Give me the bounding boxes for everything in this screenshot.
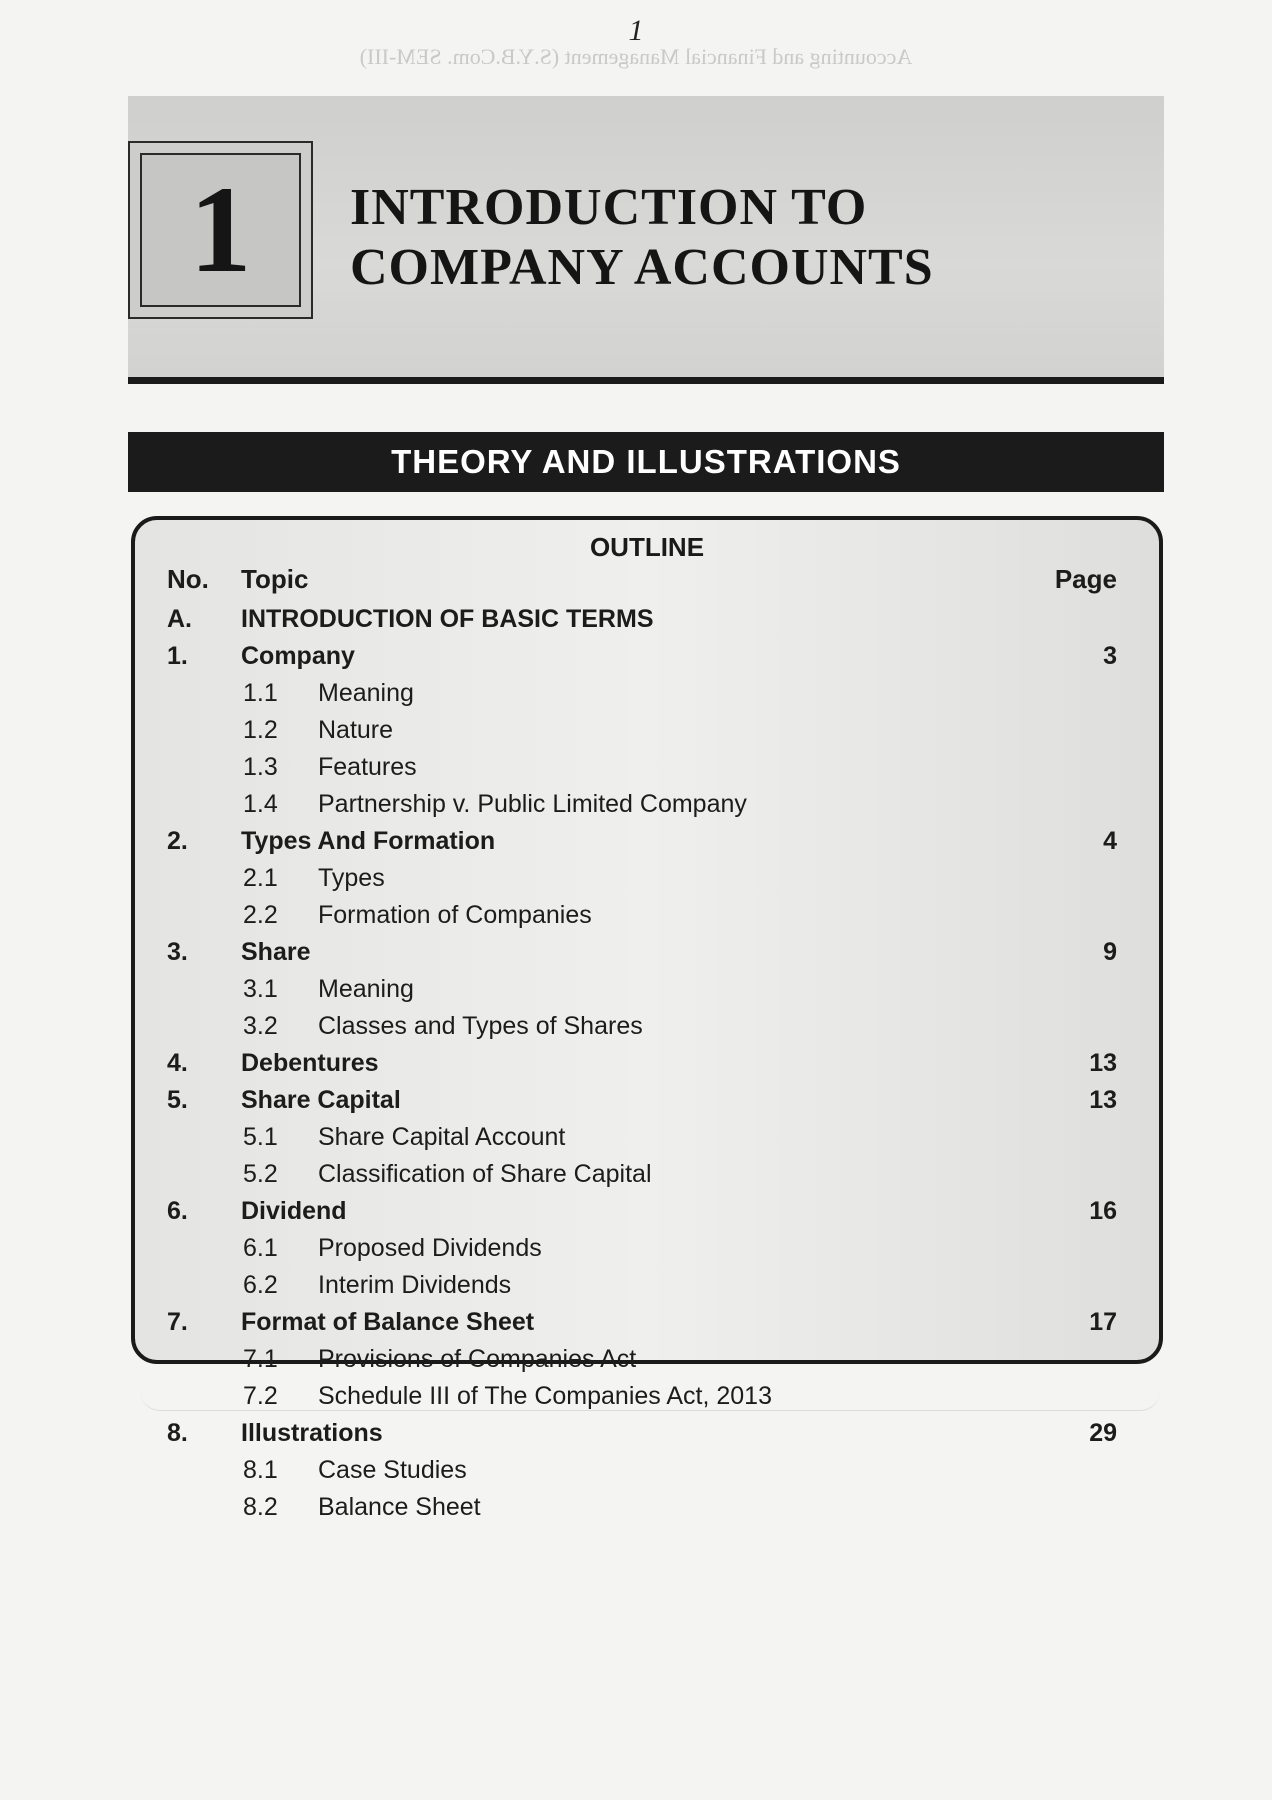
column-header-no: No. — [167, 564, 209, 594]
outline-subtopic-row — [135, 753, 1159, 787]
topic-number: 8. — [167, 1419, 188, 1447]
column-header-page: Page — [1054, 564, 1117, 594]
outline-subtopic-row — [135, 790, 1159, 824]
outline-subtopic-row — [135, 901, 1159, 935]
topic-page-number: 17 — [1089, 1308, 1117, 1336]
subtopic-label: Types — [318, 864, 385, 892]
subtopic-number: 1.4 — [243, 790, 278, 818]
page-number: 1 — [628, 14, 644, 47]
subtopic-label: Interim Dividends — [318, 1271, 512, 1299]
topic-number: 1. — [167, 642, 188, 670]
subtopic-number: 1.3 — [243, 753, 278, 781]
subtopic-label: Formation of Companies — [318, 901, 592, 929]
subtopic-number: 5.2 — [243, 1160, 278, 1188]
topic-page-number: 13 — [1089, 1049, 1117, 1077]
topic-number: 4. — [167, 1049, 188, 1077]
chapter-title-line1: INTRODUCTION TO — [350, 179, 868, 236]
subtopic-number: 2.2 — [243, 901, 278, 929]
outline-subtopic-row — [135, 1493, 1159, 1527]
column-header-topic: Topic — [241, 564, 309, 594]
subtopic-number: 7.2 — [243, 1382, 278, 1410]
outline-topic-row — [135, 827, 1159, 861]
bleed-through-header: Accounting and Financial Management (S.Y.B.Com. SEM-III) — [359, 44, 913, 69]
subtopic-label: Features — [318, 753, 417, 781]
topic-label: INTRODUCTION OF BASIC TERMS — [241, 605, 654, 633]
subtopic-number: 6.1 — [243, 1234, 278, 1262]
topic-page-number: 16 — [1089, 1197, 1117, 1225]
outline-subtopic-row — [135, 1123, 1159, 1157]
subtopic-number: 1.1 — [243, 679, 278, 707]
outline-subtopic-row — [135, 1234, 1159, 1268]
chapter-title — [350, 178, 934, 298]
outline-topic-row — [135, 605, 1159, 639]
outline-topic-row — [135, 1308, 1159, 1342]
subtopic-label: Partnership v. Public Limited Company — [318, 790, 747, 818]
topic-page-number: 4 — [1103, 827, 1117, 855]
subtopic-label: Classification of Share Capital — [318, 1160, 652, 1188]
topic-page-number: 9 — [1103, 938, 1117, 966]
outline-topic-row — [135, 1086, 1159, 1120]
subtopic-label: Proposed Dividends — [318, 1234, 542, 1262]
topic-number: 2. — [167, 827, 188, 855]
subtopic-label: Meaning — [318, 975, 414, 1003]
subtopic-number: 6.2 — [243, 1271, 278, 1299]
topic-page-number: 3 — [1103, 642, 1117, 670]
outline-subtopic-row — [135, 1271, 1159, 1305]
outline-topic-row — [135, 1049, 1159, 1083]
topic-label: Share Capital — [241, 1086, 401, 1114]
outline-title: OUTLINE — [589, 532, 705, 562]
outline-topic-row — [135, 938, 1159, 972]
chapter-number: 1 — [189, 161, 252, 298]
subtopic-number: 1.2 — [243, 716, 278, 744]
subtopic-label: Schedule III of The Companies Act, 2013 — [318, 1382, 772, 1410]
topic-number: 3. — [167, 938, 188, 966]
outline-subtopic-row — [135, 679, 1159, 713]
subtopic-label: Nature — [318, 716, 394, 744]
subtopic-number: 7.1 — [243, 1345, 278, 1373]
chapter-header — [128, 96, 1164, 384]
outline-topic-row — [135, 1197, 1159, 1231]
page-shadow — [140, 1380, 1160, 1411]
topic-number: A. — [167, 605, 192, 633]
subtopic-label: Case Studies — [318, 1456, 467, 1484]
topic-page-number: 13 — [1089, 1086, 1117, 1114]
topic-number: 6. — [167, 1197, 188, 1225]
topic-number: 5. — [167, 1086, 188, 1114]
outline-topic-row — [135, 642, 1159, 676]
outline-subtopic-row — [135, 975, 1159, 1009]
outline-subtopic-row — [135, 1160, 1159, 1194]
subtopic-label: Provisions of Companies Act — [318, 1345, 637, 1373]
topic-label: Share — [241, 938, 311, 966]
topic-label: Debentures — [241, 1049, 379, 1077]
topic-label: Types And Formation — [241, 827, 496, 855]
topic-number: 7. — [167, 1308, 188, 1336]
outline-subtopic-row — [135, 864, 1159, 898]
topic-page-number: 29 — [1089, 1419, 1117, 1447]
topic-label: Illustrations — [241, 1419, 383, 1447]
outline-subtopic-row — [135, 716, 1159, 750]
subtopic-label: Balance Sheet — [318, 1493, 481, 1521]
outline-subtopic-row — [135, 1456, 1159, 1490]
subtopic-number: 8.2 — [243, 1493, 278, 1521]
subtopic-label: Meaning — [318, 679, 414, 707]
subtopic-label: Share Capital Account — [318, 1123, 566, 1151]
subtopic-label: Classes and Types of Shares — [318, 1012, 643, 1040]
chapter-title-line2: COMPANY ACCOUNTS — [350, 239, 934, 296]
subtopic-number: 5.1 — [243, 1123, 278, 1151]
topic-label: Dividend — [241, 1197, 347, 1225]
subtopic-number: 3.2 — [243, 1012, 278, 1040]
outline-subtopic-row — [135, 1012, 1159, 1046]
outline-topic-row — [135, 1419, 1159, 1453]
section-banner: THEORY AND ILLUSTRATIONS — [128, 432, 1164, 492]
subtopic-number: 8.1 — [243, 1456, 278, 1484]
outline-box — [131, 516, 1163, 1521]
topic-label: Format of Balance Sheet — [241, 1308, 535, 1336]
outline-subtopic-row — [135, 1345, 1159, 1379]
chapter-number-box — [128, 141, 313, 319]
subtopic-number: 2.1 — [243, 864, 278, 892]
topic-label: Company — [241, 642, 355, 670]
subtopic-number: 3.1 — [243, 975, 278, 1003]
